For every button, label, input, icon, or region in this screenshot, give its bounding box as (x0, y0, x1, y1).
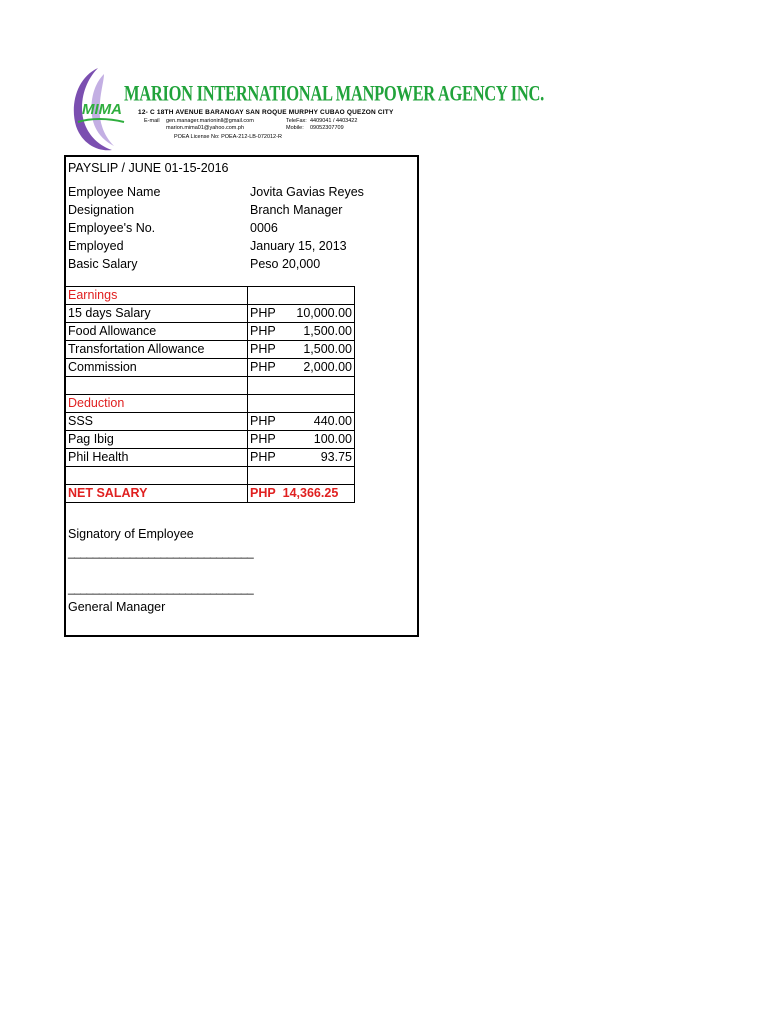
letterhead (64, 58, 544, 158)
designation-label: Designation (68, 203, 135, 217)
amount-value: 2,000.00 (303, 360, 352, 374)
amount-value: 1,500.00 (303, 342, 352, 356)
net-salary-amount (248, 485, 355, 503)
earning-amount (248, 359, 355, 377)
telefax-label: TeleFax: (286, 118, 307, 124)
deduction-label: SSS (66, 413, 248, 431)
agency-address: 12- C 18TH AVENUE BARANGAY SAN ROQUE MURPHY CUBAO QUEZON CITY (138, 109, 394, 116)
payslip-frame (64, 155, 419, 637)
employee-no-label: Employee's No. (68, 221, 156, 235)
table-row (66, 431, 355, 449)
earning-label: Commission (66, 359, 248, 377)
email-label: E-mail (144, 118, 160, 124)
table-row (66, 287, 355, 305)
deduction-amount (248, 449, 355, 467)
earning-label: 15 days Salary (66, 305, 248, 323)
employee-signature-line: ______________________________ (68, 545, 254, 559)
currency-label: PHP (250, 342, 276, 356)
table-row (66, 485, 355, 503)
agency-name: MARION INTERNATIONAL MANPOWER AGENCY INC. (124, 80, 544, 106)
deduction-amount (248, 431, 355, 449)
earning-amount (248, 305, 355, 323)
basic-salary-value: Peso 20,000 (250, 257, 321, 271)
currency-label: PHP (250, 450, 276, 464)
basic-salary-label: Basic Salary (68, 257, 138, 271)
currency-label: PHP (250, 360, 276, 374)
mobile-value: 09052307709 (310, 125, 344, 131)
general-manager-label: General Manager (68, 600, 166, 614)
currency-label: PHP (250, 414, 276, 428)
employee-name-label: Employee Name (68, 185, 161, 199)
table-row (66, 323, 355, 341)
agency-logo-icon (68, 64, 130, 154)
poea-license: POEA License No: POEA-212-LB-072012-R (174, 134, 282, 140)
telefax-value: 4409041 / 4403422 (310, 118, 358, 124)
employee-no-value: 0006 (250, 221, 278, 235)
deduction-label: Pag Ibig (66, 431, 248, 449)
table-row (66, 413, 355, 431)
table-row (66, 377, 355, 395)
employee-name-value: Jovita Gavias Reyes (250, 185, 364, 199)
earning-label: Transfortation Allowance (66, 341, 248, 359)
amount-value: 10,000.00 (296, 306, 352, 320)
employed-label: Employed (68, 239, 124, 253)
currency-label: PHP (250, 486, 276, 500)
email-2: marion.mima01@yahoo.com.ph (166, 125, 245, 131)
employed-value: January 15, 2013 (250, 239, 347, 253)
payslip-table (66, 286, 355, 503)
earnings-header: Earnings (66, 287, 248, 305)
table-row (66, 449, 355, 467)
table-row (66, 341, 355, 359)
deduction-label: Phil Health (66, 449, 248, 467)
currency-label: PHP (250, 306, 276, 320)
svg-text:MIMA: MIMA (82, 101, 122, 118)
earning-amount (248, 323, 355, 341)
designation-value: Branch Manager (250, 203, 343, 217)
net-salary-value: 14,366.25 (282, 486, 339, 500)
agency-email (144, 118, 254, 132)
amount-value: 93.75 (320, 450, 352, 464)
signatory-label: Signatory of Employee (68, 527, 194, 541)
deduction-header: Deduction (66, 395, 248, 413)
table-row (66, 395, 355, 413)
deduction-amount (248, 413, 355, 431)
earning-amount (248, 341, 355, 359)
currency-label: PHP (250, 432, 276, 446)
table-row (66, 359, 355, 377)
amount-value: 440.00 (313, 414, 352, 428)
mobile-label: Mobile: (286, 125, 304, 131)
table-row (66, 305, 355, 323)
amount-value: 1,500.00 (303, 324, 352, 338)
amount-value: 100.00 (313, 432, 352, 446)
earning-label: Food Allowance (66, 323, 248, 341)
payslip-title: PAYSLIP / JUNE 01-15-2016 (68, 161, 229, 175)
manager-signature-line: ______________________________ (68, 581, 254, 595)
currency-label: PHP (250, 324, 276, 338)
agency-phone (286, 118, 357, 132)
net-salary-label: NET SALARY (66, 485, 248, 503)
email-1: gen.manager.marioninll@gmail.com (166, 118, 254, 124)
table-row (66, 467, 355, 485)
